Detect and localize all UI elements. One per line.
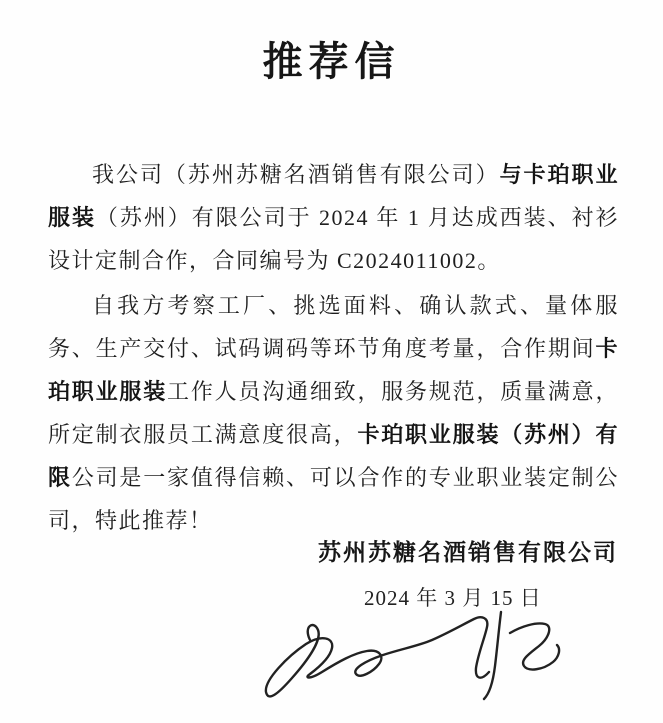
- handwritten-signature-icon: [248, 602, 578, 717]
- text-run: （苏州）有限公司于 2024 年 1 月达成西装、衬衫设计定制合作，合同编号为 C2024011002。: [48, 205, 619, 273]
- text-run: 自我方考察工厂、挑选面料、确认款式、量体服务、生产交付、试码调码等环节角度考量，合作期间: [48, 293, 619, 361]
- text-run: 公司是一家值得信赖、可以合作的专业职业装定制公司，特此推荐！: [48, 465, 619, 533]
- bold-text-run: 卡珀职业服装（苏州）有限: [48, 422, 619, 490]
- signature-company: 苏州苏糖名酒销售有限公司: [318, 540, 618, 565]
- letter-title: 推荐信: [262, 39, 401, 84]
- paragraph: [48, 284, 619, 542]
- signature-date: 2024 年 3 月 15 日: [364, 586, 542, 610]
- bold-text-run: 卡珀职业服装: [48, 336, 619, 404]
- paragraph: [48, 153, 619, 282]
- letter-body: [48, 153, 619, 542]
- bold-text-run: 与卡珀职业服装: [48, 162, 619, 230]
- text-run: 我公司（苏州苏糖名酒销售有限公司）: [92, 162, 500, 187]
- text-run: 工作人员沟通细致，服务规范，质量满意，所定制衣服员工满意度很高，: [48, 379, 619, 447]
